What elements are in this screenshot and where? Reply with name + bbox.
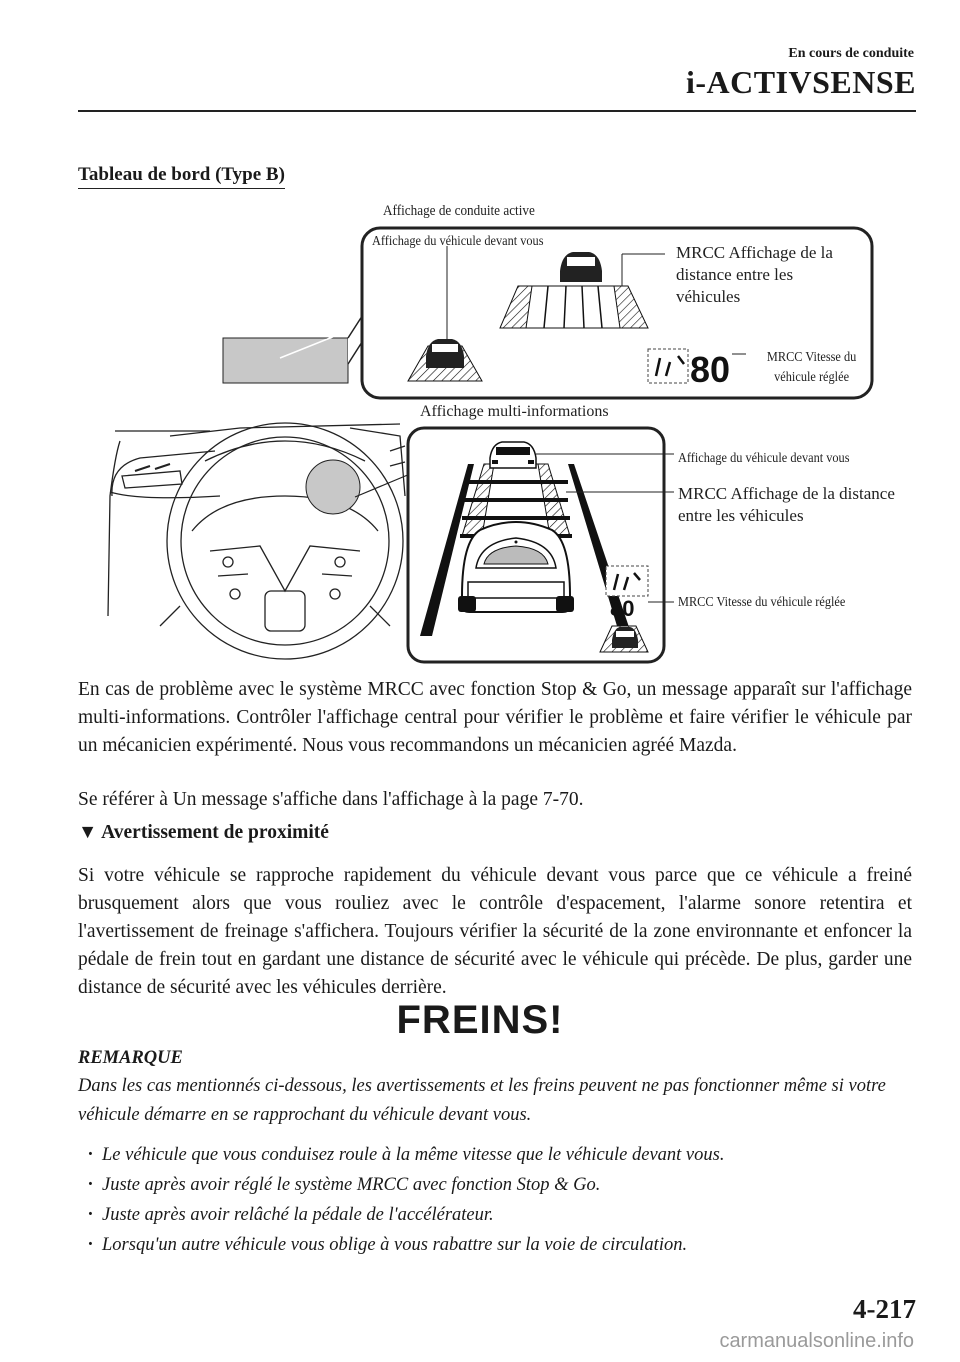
remarque-text: Dans les cas mentionnés ci-dessous, les avertissements et les freins peuvent ne pas fonctionner même si votre véhicule démarre en se rapprochant du véhicule devant vous.: [78, 1076, 886, 1125]
paragraph-problem: En cas de problème avec le système MRCC avec fonction Stop & Go, un message apparaît sur l'affichage multi-informations. Contrôler l'affichage central pour vérifier le problème et faire vérifier le véhicule par un mécanicien expérimenté. Nous vous recommandons un mécanicien agréé Mazda.: [78, 679, 912, 756]
page-number: 4-217: [853, 1294, 916, 1324]
header-section: En cours de conduite: [788, 46, 914, 61]
label-mi-vehicle-ahead: Affichage du véhicule devant vous: [678, 451, 850, 466]
multi-info-display-location: [306, 460, 360, 514]
ad-vehicle-ahead-icon: [560, 252, 602, 282]
label-multi-info: Affichage multi-informations: [420, 403, 609, 420]
label-mi-distance: MRCC Affichage de la distance entre les véhicules: [678, 484, 895, 525]
header-rule: [78, 110, 916, 112]
remarque-heading: REMARQUE: [78, 1048, 183, 1068]
paragraph-proximity: Si votre véhicule se rapproche rapidement du véhicule devant vous parce que ce véhicule a freiné brusquement alors que vous rouliez avec le contrôle d'espacement, l'alarme sonore retentira et l'avertissement de freinage s'affichera. Toujours vérifier la sécurité de la zone environnante et enfoncer la pédale de frein tout en gardant une distance de sécurité avec le véhicule qui précède. De plus, garder une distance de sécurité avec les véhicules derrière.: [78, 865, 912, 998]
list-item: · Juste après avoir réglé le système MRCC avec fonction Stop & Go.: [88, 1170, 918, 1200]
figure-title: Tableau de bord (Type B): [78, 164, 285, 189]
list-item: · Le véhicule que vous conduisez roule à la même vitesse que le véhicule devant vous.: [88, 1140, 918, 1170]
subheading-proximity: [78, 822, 329, 844]
label-ad-speed: MRCC Vitesse du véhicule réglée: [766, 350, 857, 385]
paragraph-reference: [78, 786, 912, 814]
mi-vehicle-ahead-icon: [490, 442, 536, 468]
label-mi-speed: MRCC Vitesse du véhicule réglée: [678, 595, 846, 610]
label-ad-vehicle-ahead: Affichage du véhicule devant vous: [372, 234, 544, 249]
mi-speed-value: 80: [610, 596, 635, 621]
list-item: · Juste après avoir relâché la pédale de l'accélérateur.: [88, 1200, 918, 1230]
watermark: carmanualsonline.info: [719, 1330, 914, 1352]
mi-own-vehicle-icon: [458, 522, 574, 612]
ad-distance-bars: [500, 286, 648, 328]
list-item: · Lorsqu'un autre véhicule vous oblige à vous rabattre sur la voie de circulation.: [88, 1230, 918, 1260]
header-chapter: i-ACTIVSENSE: [685, 64, 916, 100]
active-display-location: [223, 338, 348, 383]
remarque-list: [88, 1140, 918, 1260]
brake-warning-message: FREINS!: [396, 998, 564, 1042]
mi-speed-indicator: [606, 566, 648, 596]
ad-speed-indicator: [648, 349, 688, 383]
triangle-down-icon: ▼: [78, 822, 98, 843]
dashboard-lineart: [108, 423, 405, 659]
ad-speed-value: 80: [690, 349, 731, 390]
label-active-display: Affichage de conduite active: [383, 203, 535, 219]
leader-line: [355, 474, 410, 497]
label-ad-distance: MRCC Affichage de la distance entre les véhicules: [676, 243, 833, 306]
reference-text: Se référer à Un message s'affiche dans l'affichage à la page 7-70.: [78, 789, 584, 810]
subheading-text: Avertissement de proximité: [101, 822, 329, 843]
